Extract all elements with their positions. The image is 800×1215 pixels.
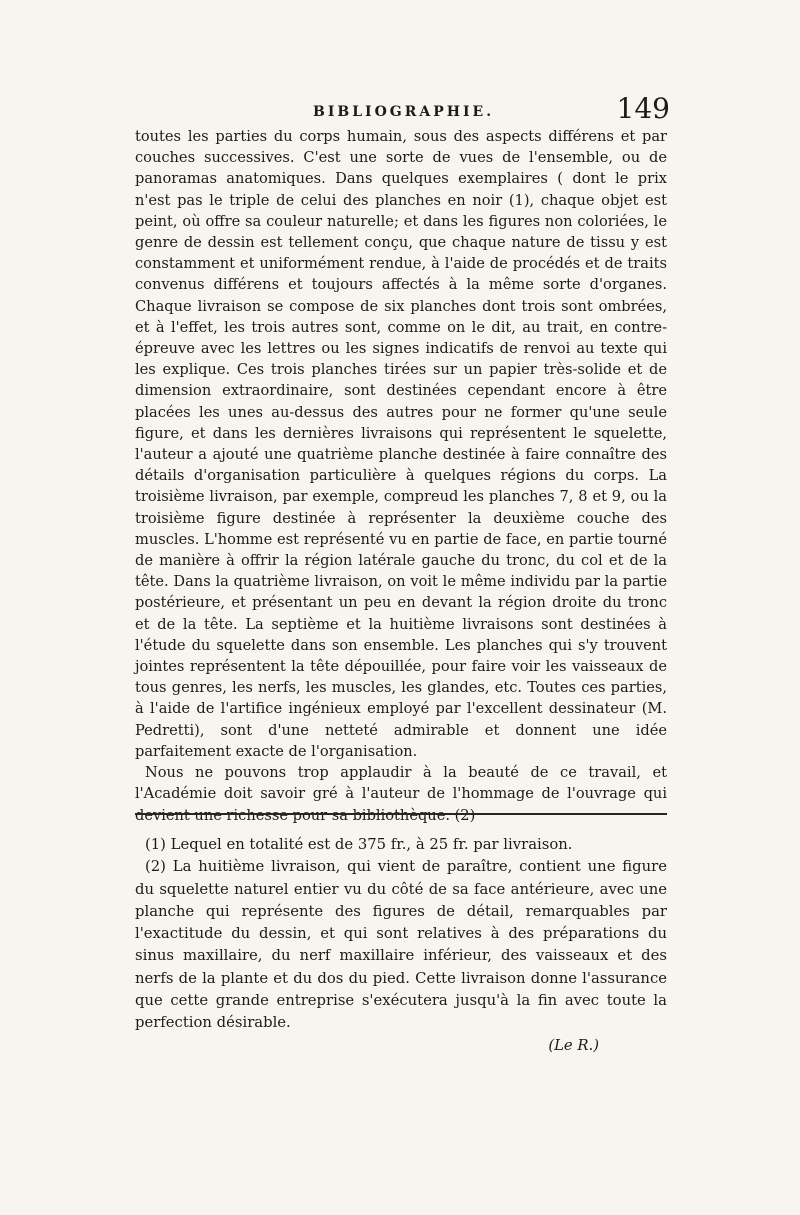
page-number: 149: [616, 92, 670, 125]
page-header: [135, 92, 670, 130]
footnotes: [135, 834, 667, 1057]
footnote-1: (1) Lequel en totalité est de 375 fr., à 25 fr. par livraison.: [145, 836, 573, 853]
running-head: BIBLIOGRAPHIE.: [313, 104, 495, 120]
paragraph-1: toutes les parties du corps humain, sous des aspects différens et par couches successives. C'est une sorte de vues de l'ensemble, ou de panoramas anatomiques. Dans quelques exemplaires ( dont le prix n'est pas le triple de celui des planches en noir (1), chaque objet est peint, où offre sa couleur naturelle; et dans les figures non coloriées, le genre de dessin est tellement conçu, que chaque nature de tissu y est constamment et uniformément rendue, à l'aide de procédés et de traits convenus différens et toujours affectés à la même sorte d'organes. Chaque livraison se compose de six planches dont trois sont ombrées, et à l'effet, les trois autres sont, comme on le dit, au trait, en contre-épreuve avec les lettres ou les signes indicatifs de renvoi au texte qui les explique. Ces trois planches tirées sur un papier très-solide et de dimension extraordinaire, sont destinées cependant encore à être placées les unes au-dessus des autres pour ne former qu'une seule figure, et dans les dernières livraisons qui représentent le squelette, l'auteur a ajouté une quatrième planche destinée à faire connaître des détails d'organisation particulière à quelques régions du corps. La troisième livraison, par exemple, compreud les planches 7, 8 et 9, ou la troisième figure destinée à représenter la deuxième couche des muscles. L'homme est représenté vu en partie de face, en partie tourné de manière à offrir la région latérale gauche du tronc, du col et de la tête. Dans la quatrième livraison, on voit le même individu par la partie postérieure, et présentant un peu en devant la région droite du tronc et de la tête. La septième et la huitième livraisons sont destinées à l'étude du squelette dans son ensemble. Les planches qui s'y trouvent jointes représentent la tête dépouillée, pour faire voir les vaisseaux de tous genres, les nerfs, les muscles, les glandes, etc. Toutes ces parties, à l'aide de l'artifice ingénieux employé par l'excellent dessinateur (M. Pedretti), sont d'une netteté admirable et donnent une idée parfaitement exacte de l'organisation.: [135, 128, 667, 760]
main-text: [135, 126, 667, 826]
footnote-divider: [135, 813, 667, 815]
paragraph-2: Nous ne pouvons trop applaudir à la beauté de ce travail, et l'Académie doit savoir gré à l'auteur de l'hommage de l'ouvrage qui devient une richesse pour sa bibliothèque. (2): [135, 764, 667, 824]
signature: (Le R.): [548, 1036, 599, 1054]
footnote-2: (2) La huitième livraison, qui vient de paraître, contient une figure du squelette naturel entier vu du côté de sa face antérieure, avec une planche qui représente des figures de détail, remarquables par l'exactitude du dessin, et qui sont relatives à des préparations du sinus maxillaire, du nerf maxillaire inférieur, des vaisseaux et des nerfs de la plante et du dos du pied. Cette livraison donne l'assurance que cette grande entreprise s'exécutera jusqu'à la fin avec toute la perfection désirable.: [135, 858, 667, 1032]
